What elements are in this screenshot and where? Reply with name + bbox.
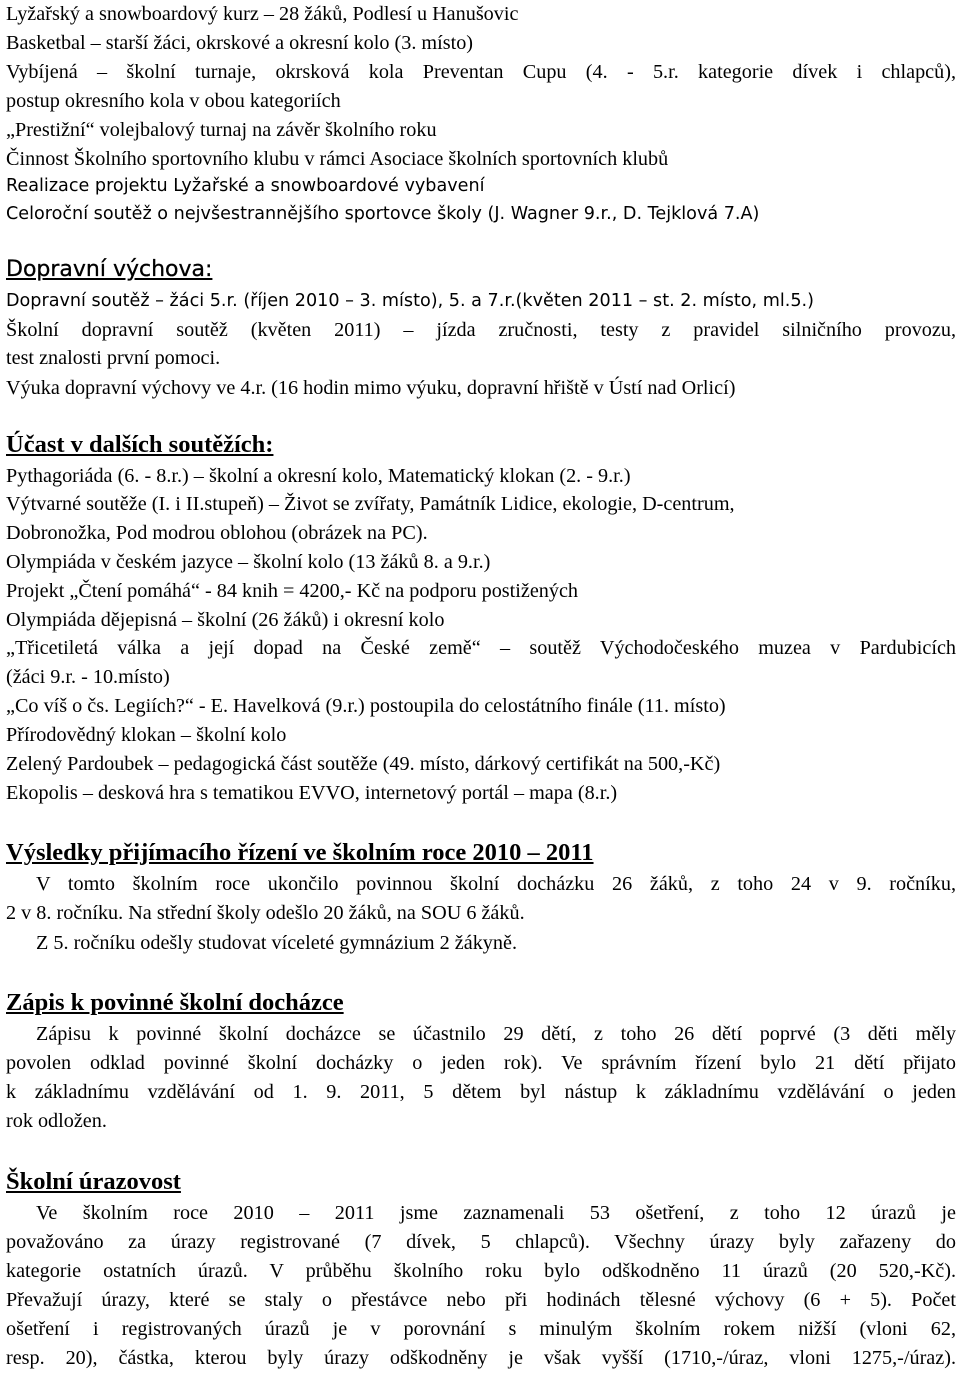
text-line: Celoroční soutěž o nejvšestrannějšího sportovce školy (J. Wagner 9.r., D. Tejklová 7.A) (6, 204, 760, 224)
text-line: k základnímu vzdělávání od 1. 9. 2011, 5 dětem byl nástup k základnímu vzdělávání o jeden (6, 1081, 956, 1103)
section-heading: Účast v dalších soutěžích: (6, 431, 274, 458)
text-line: Činnost Školního sportovního klubu v rámci Asociace školních sportovních klubů (6, 148, 669, 170)
text-line: V tomto školním roce ukončilo povinnou školní docházku 26 žáků, z toho 24 v 9. ročníku, (36, 873, 956, 895)
text-line: Školní dopravní soutěž (květen 2011) – jízda zručnosti, testy z pravidel silničního provozu, (6, 319, 956, 341)
text-line: povolen odklad povinné školní docházky o jeden rok). Ve správním řízení bylo 21 dětí přijato (6, 1052, 956, 1074)
section-heading: Dopravní výchova: (6, 257, 213, 282)
section-heading: Výsledky přijímacího řízení ve školním roce 2010 – 2011 (6, 839, 594, 866)
text-line: 2 v 8. ročníku. Na střední školy odešlo 20 žáků, na SOU 6 žáků. (6, 902, 525, 924)
text-line: Pythagoriáda (6. - 8.r.) – školní a okresní kolo, Matematický klokan (2. - 9.r.) (6, 465, 631, 487)
text-line: Dopravní soutěž – žáci 5.r. (říjen 2010 – 3. místo), 5. a 7.r.(květen 2011 – st. 2. místo, ml.5.) (6, 291, 814, 311)
text-line: test znalosti první pomoci. (6, 347, 221, 369)
section-heading: Školní úrazovost (6, 1168, 181, 1195)
text-line: resp. 20), částka, kterou byly úrazy odškodněny je však vyšší (1710,-/úraz, vloni 1275,-/úraz). (6, 1347, 956, 1369)
text-line: Převažují úrazy, které se staly o přestávce nebo při hodinách tělesné výchovy (6 + 5). Počet (6, 1289, 956, 1311)
text-line: považováno za úrazy registrované (7 dívek, 5 chlapců). Všechny úrazy byly zařazeny do (6, 1231, 956, 1253)
text-line: Olympiáda v českém jazyce – školní kolo (13 žáků 8. a 9.r.) (6, 551, 491, 573)
text-line: „Co víš o čs. Legiích?“ - E. Havelková (9.r.) postoupila do celostátního finále (11. místo) (6, 695, 726, 717)
text-line: Basketbal – starší žáci, okrskové a okresní kolo (3. místo) (6, 32, 474, 54)
text-line: ošetření i registrovaných úrazů je v porovnání s minulým školním rokem nižší (vloni 62, (6, 1318, 956, 1340)
text-line: Projekt „Čtení pomáhá“ - 84 knih = 4200,- Kč na podporu postižených (6, 580, 579, 602)
text-line: Z 5. ročníku odešly studovat víceleté gymnázium 2 žákyně. (36, 932, 518, 954)
text-line: Výuka dopravní výchovy ve 4.r. (16 hodin mimo výuku, dopravní hřiště v Ústí nad Orlicí) (6, 377, 736, 399)
text-line: Ve školním roce 2010 – 2011 jsme zaznamenali 53 ošetření, z toho 12 úrazů je (36, 1202, 956, 1224)
text-line: Ekopolis – desková hra s tematikou EVVO, internetový portál – mapa (8.r.) (6, 782, 618, 804)
text-line: Realizace projektu Lyžařské a snowboardové vybavení (6, 176, 485, 196)
text-line: Olympiáda dějepisná – školní (26 žáků) i okresní kolo (6, 609, 445, 631)
text-line: „Třicetiletá válka a její dopad na České země“ – soutěž Východočeského muzea v Pardubicích (6, 637, 956, 659)
text-line: Výtvarné soutěže (I. i II.stupeň) – Život se zvířaty, Památník Lidice, ekologie, D-centrum, (6, 493, 735, 515)
text-line: Zápisu k povinné školní docházce se účastnilo 29 dětí, z toho 26 dětí poprvé (3 děti měly (36, 1023, 956, 1045)
text-line: Lyžařský a snowboardový kurz – 28 žáků, Podlesí u Hanušovic (6, 3, 519, 25)
text-line: Vybíjená – školní turnaje, okrsková kola Preventan Cupu (4. - 5.r. kategorie dívek i chlapců), (6, 61, 956, 83)
text-line: postup okresního kola v obou kategoriích (6, 90, 341, 112)
text-line: Dobronožka, Pod modrou oblohou (obrázek na PC). (6, 522, 428, 544)
text-line: „Prestižní“ volejbalový turnaj na závěr školního roku (6, 119, 437, 141)
text-line: (žáci 9.r. - 10.místo) (6, 666, 170, 688)
text-line: kategorie ostatních úrazů. V průběhu školního roku bylo odškodněno 11 úrazů (20 520,-Kč). (6, 1260, 956, 1282)
text-line: rok odložen. (6, 1110, 107, 1132)
section-heading: Zápis k povinné školní docházce (6, 989, 344, 1016)
text-line: Zelený Pardoubek – pedagogická část soutěže (49. místo, dárkový certifikát na 500,-Kč) (6, 753, 721, 775)
text-line: Přírodovědný klokan – školní kolo (6, 724, 287, 746)
